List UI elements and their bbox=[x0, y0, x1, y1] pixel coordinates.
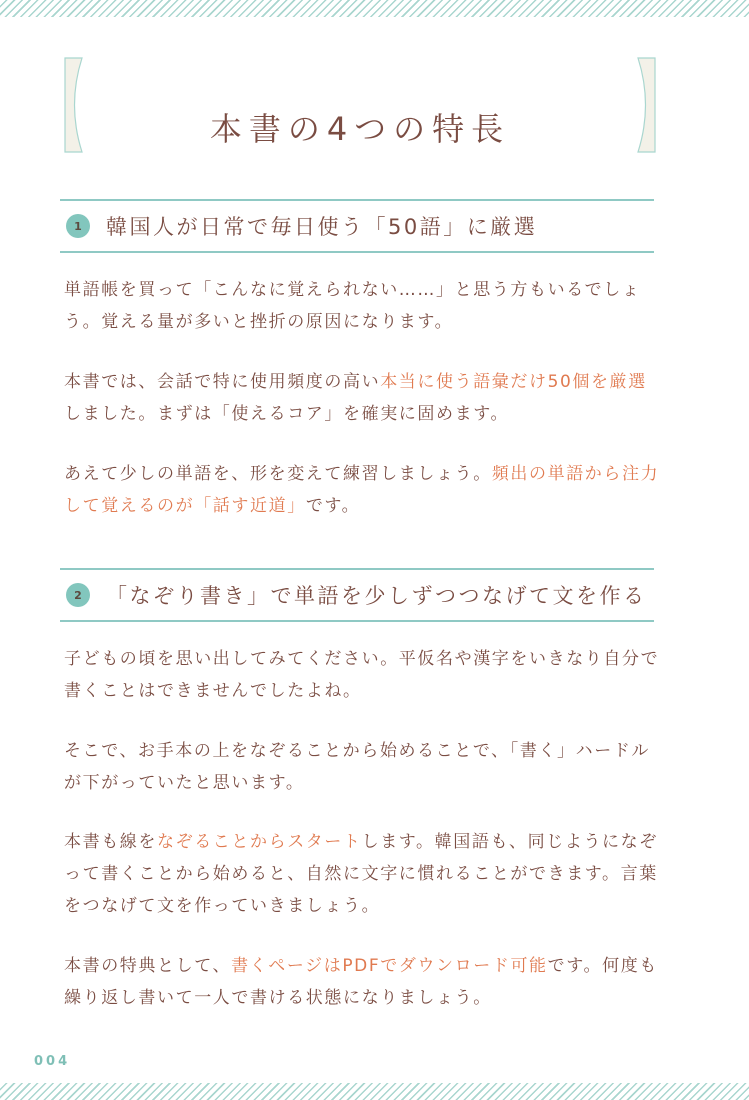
paragraph bbox=[64, 735, 664, 799]
title-block bbox=[64, 57, 656, 153]
paragraph bbox=[64, 274, 664, 338]
text-run: します。韓国語も、同じようになぞって書くことから始めると、自然に文字に慣れることができます。言葉をつなげて文を作っていきましょう。 bbox=[64, 832, 658, 916]
section-number-badge: 2 bbox=[66, 583, 90, 607]
bottom-decorative-stripe bbox=[0, 1083, 749, 1100]
paragraph bbox=[64, 366, 664, 430]
right-bracket-icon bbox=[636, 57, 656, 153]
section-title: 韓国人が日常で毎日使う「50語」に厳選 bbox=[106, 215, 538, 239]
paragraph bbox=[64, 950, 664, 1014]
text-run: しました。まずは「使えるコア」を確実に固めます。 bbox=[64, 404, 510, 424]
page-title: 本書の4つの特長 bbox=[209, 110, 511, 149]
section-heading-2 bbox=[60, 568, 654, 622]
highlight-text: 書くページはPDFでダウンロード可能 bbox=[231, 956, 548, 976]
paragraph bbox=[64, 826, 664, 922]
text-run: 単語帳を買って「こんなに覚えられない……」と思う方もいるでしょう。覚える量が多いと挫折の原因になります。 bbox=[64, 280, 641, 332]
text-run: 本書も線を bbox=[64, 832, 157, 852]
section-title: 「なぞり書き」で単語を少しずつつなげて文を作る bbox=[106, 584, 647, 608]
section-number-badge: 1 bbox=[66, 214, 90, 238]
section-heading-1 bbox=[60, 199, 654, 253]
highlight-text: 本当に使う語彙だけ50個を厳選 bbox=[380, 372, 647, 392]
top-decorative-stripe bbox=[0, 0, 749, 17]
text-run: です。何度も繰り返し書いて一人で書ける状態になりましょう。 bbox=[64, 956, 658, 1008]
highlight-text: なぞることからスタート bbox=[157, 832, 362, 852]
page-number: 004 bbox=[34, 1054, 71, 1069]
paragraph bbox=[64, 458, 664, 522]
text-run: 子どもの頃を思い出してみてください。平仮名や漢字をいきなり自分で書くことはできませんでしたよね。 bbox=[64, 649, 660, 701]
paragraph bbox=[64, 643, 664, 707]
text-run: 本書では、会話で特に使用頻度の高い bbox=[64, 372, 381, 392]
text-run: あえて少しの単語を、形を変えて練習しましょう。 bbox=[64, 464, 492, 484]
text-run: 本書の特典として、 bbox=[64, 956, 232, 976]
text-run: です。 bbox=[305, 496, 361, 516]
highlight-text: 頻出の単語から注力して覚えるのが「話す近道」 bbox=[64, 464, 660, 516]
text-run: そこで、お手本の上をなぞることから始めることで、「書く」ハードルが下がっていたと思います。 bbox=[64, 741, 651, 793]
